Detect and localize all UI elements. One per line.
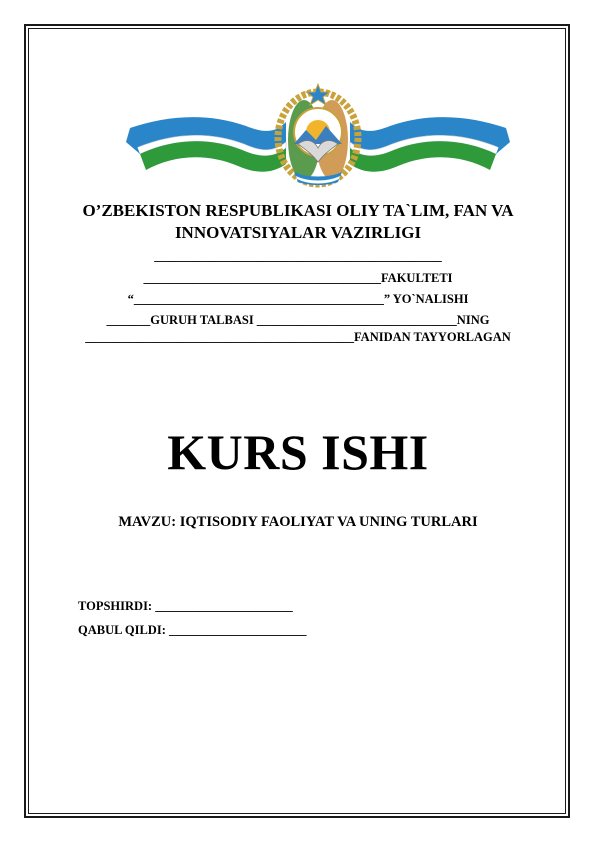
uzbekistan-state-emblem-icon — [126, 82, 510, 188]
ministry-name-line1: O’ZBEKISTON RESPUBLIKASI OLIY TA`LIM, FAN VA — [82, 201, 514, 220]
subject-field: ___________________________________________FANIDAN TAYYORLAGAN — [85, 330, 511, 344]
submitted-by-field: TOPSHIRDI: ______________________ — [78, 599, 293, 613]
document-title: KURS ISHI — [167, 424, 429, 480]
ministry-name-line2: INNOVATSIYALAR VAZIRLIGI — [174, 223, 422, 242]
accepted-by-field: QABUL QILDI: ______________________ — [78, 623, 307, 637]
topic-line: MAVZU: IQTISODIY FAOLIYAT VA UNING TURLARI — [118, 514, 478, 530]
faculty-field: ______________________________________FAKULTETI — [143, 271, 453, 285]
group-field: _______GURUH TALBASI ________________________________NING — [106, 313, 490, 327]
direction-field: “________________________________________” YO`NALISHI — [127, 292, 469, 306]
blank-line: ______________________________________________ — [154, 249, 442, 263]
